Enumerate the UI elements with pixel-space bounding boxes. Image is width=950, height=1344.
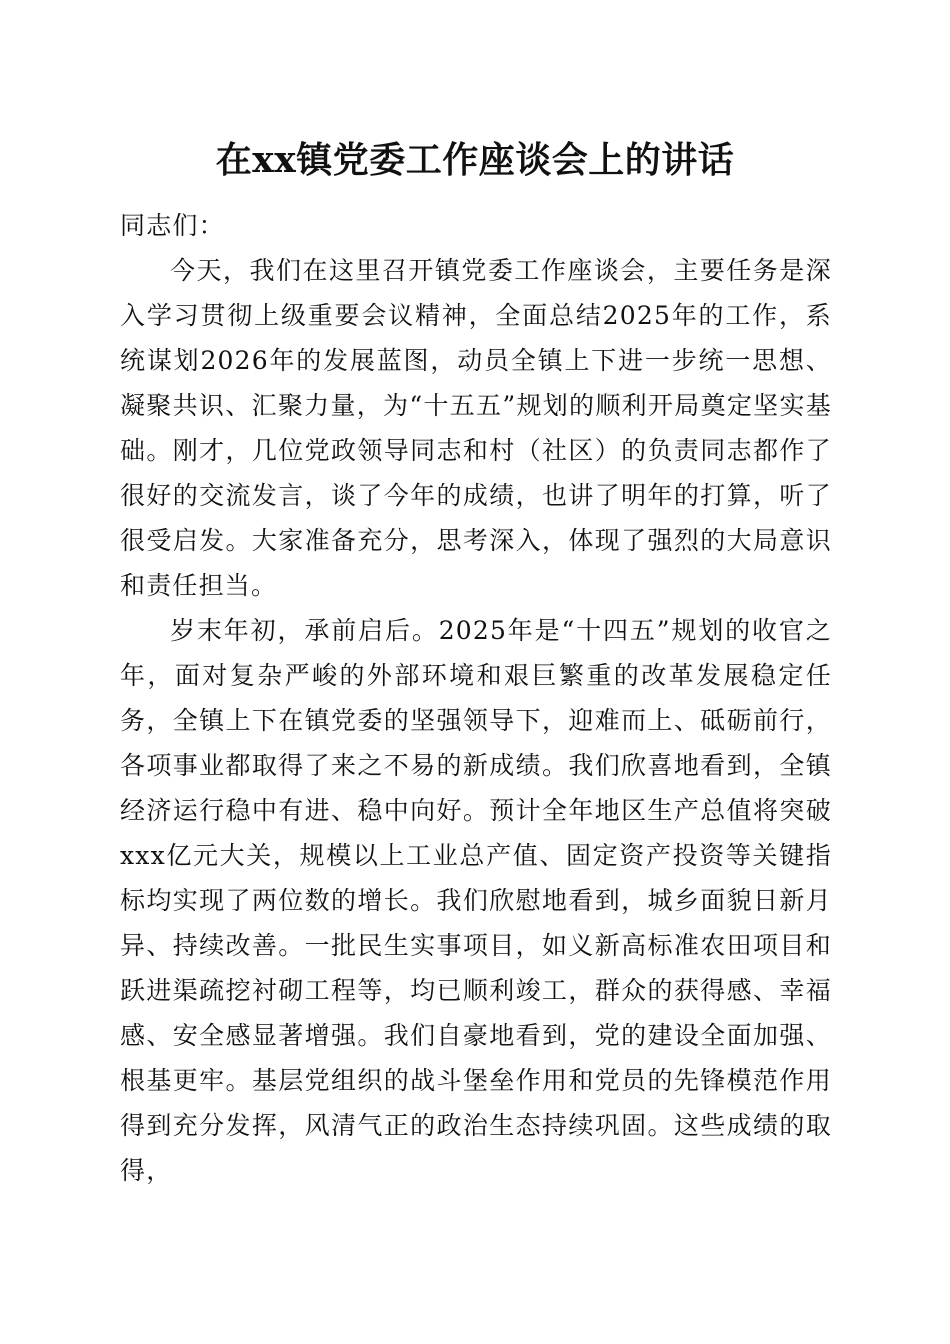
paragraph-opening: 今天，我们在这里召开镇党委工作座谈会，主要任务是深入学习贯彻上级重要会议精神，全面总结2025年的工作，系统谋划2026年的发展蓝图，动员全镇上下进一步统一思想、凝聚共识、汇聚力量，为“十五五”规划的顺利开局奠定坚实基础。刚才，几位党政领导同志和村（社区）的负责同志都作了很好的交流发言，谈了今年的成绩，也讲了明年的打算，听了很受启发。大家准备充分，思考深入，体现了强烈的大局意识和责任担当。 bbox=[120, 256, 832, 600]
document-body bbox=[120, 203, 832, 1193]
paragraph-achievements: 岁末年初，承前启后。2025年是“十四五”规划的收官之年，面对复杂严峻的外部环境和艰巨繁重的改革发展稳定任务，全镇上下在镇党委的坚强领导下，迎难而上、砥砺前行，各项事业都取得了来之不易的新成绩。我们欣喜地看到，全镇经济运行稳中有进、稳中向好。预计全年地区生产总值将突破xxx亿元大关，规模以上工业总产值、固定资产投资等关键指标均实现了两位数的增长。我们欣慰地看到，城乡面貌日新月异、持续改善。一批民生实事项目，如义新高标准农田项目和跃进渠疏挖衬砌工程等，均已顺利竣工，群众的获得感、幸福感、安全感显著增强。我们自豪地看到，党的建设全面加强、根基更牢。基层党组织的战斗堡垒作用和党员的先锋模范作用得到充分发挥，风清气正的政治生态持续巩固。这些成绩的取得， bbox=[120, 616, 832, 1185]
salutation: 同志们： bbox=[120, 211, 225, 240]
document-title: 在xx镇党委工作座谈会上的讲话 bbox=[215, 139, 735, 181]
